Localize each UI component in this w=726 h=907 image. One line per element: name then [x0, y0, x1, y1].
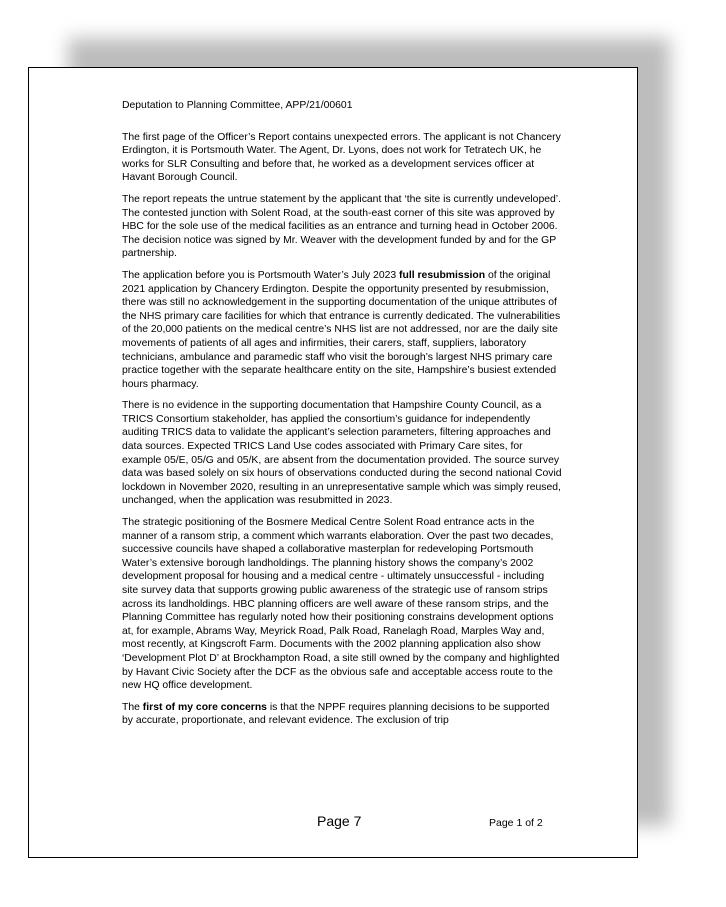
text-segment: of the original 2021 application by Chancery Erdington. Despite the opportunity presented by resubmission, there was still no acknowledgement in the supporting documentation of the unique attributes of the NHS primary care facilities for which that entrance is currently dedicated. The vulnerabilities of the 20,000 patients on the medical centre’s NHS list are not addressed, nor are the daily site movements of patients of all ages and infirmities, their carers, staff, suppliers, laboratory technicians, ambulance and paramedic staff who visit the borough’s largest NHS primary care practice together with the separate healthcare entity on the site, Hampshire’s busiest extended hours pharmacy. — [122, 269, 561, 390]
text-segment: is that the NPPF requires planning decisions to be supported by accurate, proportionate, and relevant evidence. The exclusion of trip — [122, 701, 550, 727]
paragraph-list — [122, 131, 562, 728]
text-segment: The strategic positioning of the Bosmere Medical Centre Solent Road entrance acts in the manner of a ransom strip, a comment which warrants elaboration. Over the past two decades, successive councils have shaped a collaborative masterplan for redeveloping Portsmouth Water’s extensive borough landholdings. The planning history shows the company’s 2002 development proposal for housing and a medical centre - ultimately unsuccessful - including site survey data that supports growing public awareness of the strategic use of ransom strips across its landholdings. HBC planning officers are well aware of these ransom strips, and the Planning Committee has regularly noted how their positioning constrains development options at, for example, Abrams Way, Meyrick Road, Palk Road, Ranelagh Road, Marples Way and, most recently, at Kingscroft Farm. Documents with the 2002 planning application also show ‘Development Plot D’ at Brockhampton Road, a site still owned by the company and highlighted by Havant Civic Society after the DCF as the obvious safe and acceptable access route to the new HQ office development. — [122, 517, 560, 692]
text-segment: The — [122, 701, 143, 713]
paragraph — [122, 193, 562, 261]
bold-text: full resubmission — [399, 269, 486, 281]
document-title: Deputation to Planning Committee, APP/21/00601 — [122, 100, 353, 111]
footer-page-count: Page 1 of 2 — [489, 817, 543, 829]
text-segment: The report repeats the untrue statement by the applicant that ‘the site is currently undeveloped’. The contested junction with Solent Road, at the south-east corner of this site was approved by HBC for the sole use of the medical facilities as an entrance and turning head in October 2006. The decision notice was signed by Mr. Weaver with the development funded by and for the GP partnership. — [122, 193, 561, 260]
text-segment: The application before you is Portsmouth Water’s July 2023 — [122, 269, 400, 281]
bold-text: first of my core concerns — [142, 701, 267, 713]
document-page — [28, 67, 638, 858]
paragraph — [122, 516, 562, 693]
text-segment: There is no evidence in the supporting documentation that Hampshire County Council, as a TRICS Consortium stakeholder, has applied the consortium’s guidance for independently auditing TRICS data to validate the applicant’s selection parameters, filtering approaches and data sources. Expected TRICS Land Use codes associated with Primary Care sites, for example 05/E, 05/G and 05/K, are absent from the documentation provided. The source survey data was based solely on six hours of observations conducted during the second national Covid lockdown in November 2020, resulting in an unrepresentative sample which was simply reused, unchanged, when the application was resubmitted in 2023. — [122, 400, 562, 507]
document-body — [122, 99, 562, 736]
paragraph — [122, 701, 562, 728]
footer-page-label: Page 7 — [317, 813, 362, 829]
paragraph — [122, 131, 562, 185]
paragraph — [122, 269, 562, 391]
text-segment: The first page of the Officer’s Report contains unexpected errors. The applicant is not Chancery Erdington, it is Portsmouth Water. The Agent, Dr. Lyons, does not work for Tetratech UK, he works for SLR Consulting and before that, he worked as a development services officer at Havant Borough Council. — [122, 131, 561, 184]
paragraph — [122, 399, 562, 508]
